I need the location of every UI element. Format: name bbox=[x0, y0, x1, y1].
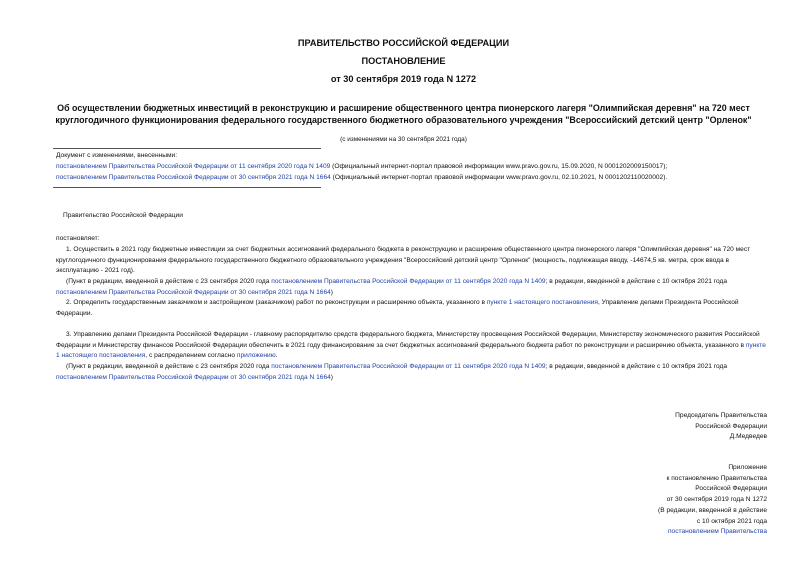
paragraph-3-edit-note bbox=[56, 362, 768, 383]
amendment-item bbox=[56, 173, 667, 184]
paragraph-2-text: , Управление делами Президента Российской Федерации. bbox=[56, 299, 739, 317]
paragraph-1-edit-note bbox=[56, 277, 768, 298]
amendments-top-rule bbox=[53, 148, 321, 149]
signature-position: Председатель Правительства bbox=[675, 412, 767, 419]
edit-note-link-1409[interactable]: постановлением Правительства Российской Федерации от 11 сентября 2020 года N 1409 bbox=[271, 363, 546, 370]
appendix-line: (В редакции, введенной в действие bbox=[658, 506, 767, 514]
paragraph-3-text: , с распределением согласно bbox=[145, 352, 237, 360]
edit-note-text: (Пункт в редакции, введенной в действие с 23 сентября 2020 года bbox=[66, 278, 272, 285]
amendments-bottom-rule bbox=[53, 187, 321, 188]
paragraph-3-text: . bbox=[275, 352, 278, 360]
government-heading: ПРАВИТЕЛЬСТВО РОССИЙСКОЙ ФЕДЕРАЦИИ bbox=[297, 38, 510, 48]
amendment-source-1409: (Официальный интернет-портал правовой информации www.pravo.gov.ru, 15.09.2020, N 0001202009150017); bbox=[330, 163, 668, 170]
document-date-number: от 30 сентября 2019 года N 1272 bbox=[330, 74, 477, 84]
edit-note-text: ; в редакции, введенной в действие с 10 октября 2021 года bbox=[545, 363, 728, 370]
appendix-line: с 10 октября 2021 года bbox=[696, 517, 767, 525]
edit-note-link-1664[interactable]: постановлением Правительства Российской Федерации от 30 сентября 2021 года N 1664 bbox=[56, 373, 331, 381]
amendment-link-1664[interactable]: постановлением Правительства Российской Федерации от 30 сентября 2021 года N 1664 bbox=[56, 174, 331, 181]
paragraph-1: 1. Осуществить в 2021 году бюджетные инвестиции за счет бюджетных ассигнований федерального бюджета в реконструкцию и расширение общественного центра пионерского лагеря "Олимпийская деревня" на 720 мест круглогодичного функционирования федерального государственного бюджетного образовательного учреждения "Всероссийский детский центр "Орленок" (мощность, подлежащая вводу, -14674,5 кв. метра, срок ввода в эксплуатацию - 2021 год). bbox=[56, 246, 751, 275]
paragraph-3 bbox=[56, 330, 768, 362]
amendments-intro: Документ с изменениями, внесенными: bbox=[56, 152, 178, 159]
signature-block bbox=[675, 411, 767, 443]
edit-note-link-1664[interactable]: постановлением Правительства Российской Федерации от 30 сентября 2021 года N 1664 bbox=[56, 288, 331, 296]
changes-note: (с изменениями на 30 сентября 2021 года) bbox=[340, 136, 467, 143]
edit-note-link-1409[interactable]: постановлением Правительства Российской Федерации от 11 сентября 2020 года N 1409 bbox=[271, 278, 546, 285]
paragraph-2-ref-link[interactable]: пункте 1 настоящего постановления bbox=[486, 299, 598, 306]
edit-note-text: (Пункт в редакции, введенной в действие с 23 сентября 2020 года bbox=[66, 363, 272, 370]
preamble: Правительство Российской Федерации bbox=[63, 212, 183, 219]
appendix-line: к постановлению Правительства bbox=[666, 474, 767, 482]
appendix-title: Приложение bbox=[728, 464, 767, 471]
paragraph-2-text: 2. Определить государственным заказчиком и застройщиком (заказчиком) работ по реконструкции и расширению объекта, указанного в bbox=[66, 299, 487, 306]
paragraph-3-text: 3. Управлению делами Президента Российской Федерации - главному распорядителю средств федерального бюджета, Министерству просвещения Российской Федерации, Министерству экономического развития Российской Федерации и Министерству финансов Российской Федерации обеспечить в 2021 году финансирование за счет бюджетных ассигнований федерального бюджета работ по реконструкции и расширению объекта, указанного в bbox=[56, 331, 760, 349]
edit-note-text: ) bbox=[330, 373, 333, 381]
appendix-block bbox=[658, 463, 767, 538]
amendment-link-1409[interactable]: постановлением Правительства Российской Федерации от 11 сентября 2020 года N 1409 bbox=[56, 163, 331, 170]
resolves-word: постановляет: bbox=[56, 235, 100, 242]
appendix-edit-link[interactable]: постановлением Правительства bbox=[667, 528, 767, 536]
edit-note-text: ) bbox=[330, 288, 333, 296]
appendix-link[interactable]: приложению bbox=[236, 352, 276, 360]
document-title-line-1: Об осуществлении бюджетных инвестиций в реконструкцию и расширение общественного центра пионерского лагеря "Олимпийская деревня" на 720 мест bbox=[57, 103, 750, 113]
document-title-line-2: круглогодичного функционирования федерального государственного бюджетного образовательного учреждения "Всероссийский детский центр "Орленок" bbox=[55, 115, 752, 125]
amendment-source-1664: (Официальный интернет-портал правовой информации www.pravo.gov.ru, 02.10.2021, N 0001202110020002). bbox=[330, 174, 668, 181]
amendment-item bbox=[56, 162, 667, 173]
signature-country: Российской Федерации bbox=[695, 422, 767, 430]
edit-note-text: ; в редакции, введенной в действие с 10 октября 2021 года bbox=[545, 278, 728, 285]
appendix-line: от 30 сентября 2019 года N 1272 bbox=[666, 496, 767, 504]
paragraph-2 bbox=[56, 298, 768, 319]
document-type-heading: ПОСТАНОВЛЕНИЕ bbox=[361, 56, 446, 66]
appendix-line: Российской Федерации bbox=[695, 485, 767, 493]
signature-name: Д.Медведев bbox=[729, 433, 767, 441]
paragraph-3-ref-link[interactable]: пункте 1 настоящего постановления bbox=[56, 341, 766, 360]
